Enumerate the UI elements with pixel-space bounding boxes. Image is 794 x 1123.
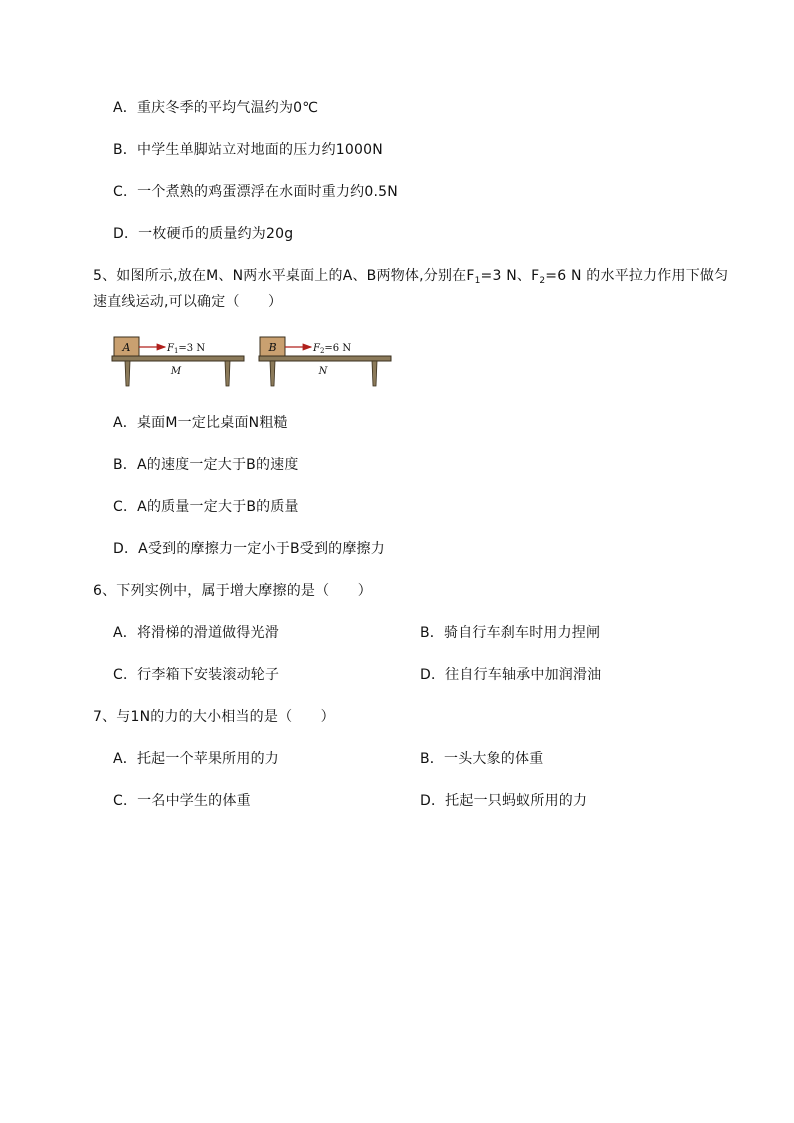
q6-stem: 6、下列实例中，属于增大摩擦的是（ ） [93,583,372,599]
q4-option-c: C．一个煮熟的鸡蛋漂浮在水面时重力约0.5N [113,184,398,200]
force-a-label: $F_1=3$ N [167,343,206,355]
q4-option-b: B．中学生单脚站立对地面的压力约1000N [113,142,383,158]
q5-option-d: D．A受到的摩擦力一定小于B受到的摩擦力 [113,541,385,557]
q5-option-c: C．A的质量一定大于B的质量 [113,499,299,515]
table-m-label: M [170,366,182,377]
q5-f1-subscript: 1 [474,276,481,286]
q7-stem: 7、与1N的力的大小相当的是（ ） [93,709,335,725]
q6-option-c: C．行李箱下安装滚动轮子 [113,667,280,683]
block-b-label: B [268,341,277,354]
q5-f2-subscript: 2 [539,276,546,286]
q5-stem-line1 [93,266,728,291]
q6-option-d: D．往自行车轴承中加润滑油 [420,667,602,683]
table-n-top [259,356,391,361]
q7-option-d: D．托起一只蚂蚁所用的力 [420,793,588,809]
block-a-label: A [122,341,131,354]
table-m-leg-right [225,361,230,386]
q5-stem-line2: 速直线运动,可以确定（ ） [93,294,283,310]
q4-option-d: D．一枚硬币的质量约为20g [113,226,294,242]
force-b-label: $F_2=6$ N [313,343,352,355]
table-n-label: N [318,366,328,377]
table-m-leg-left [125,361,130,386]
q7-option-c: C．一名中学生的体重 [113,793,251,809]
q5-stem-part2: =3 N、F [480,268,540,284]
q5-figure [110,334,395,390]
table-m-top [112,356,244,361]
q6-option-b: B．骑自行车刹车时用力捏闸 [420,625,601,641]
q5-option-b: B．A的速度一定大于B的速度 [113,457,299,473]
table-n-leg-left [270,361,275,386]
q5-stem-part3: =6 N 的水平拉力作用下做匀 [545,268,729,284]
q4-option-a: A．重庆冬季的平均气温约为0℃ [113,100,319,116]
q5-option-a: A．桌面M一定比桌面N粗糙 [113,415,288,431]
q5-stem-part1: 5、如图所示,放在M、N两水平桌面上的A、B两物体,分别在F [93,268,475,284]
table-n-leg-right [372,361,377,386]
q6-option-a: A．将滑梯的滑道做得光滑 [113,625,279,641]
q7-option-a: A．托起一个苹果所用的力 [113,751,279,767]
q7-option-b: B．一头大象的体重 [420,751,544,767]
